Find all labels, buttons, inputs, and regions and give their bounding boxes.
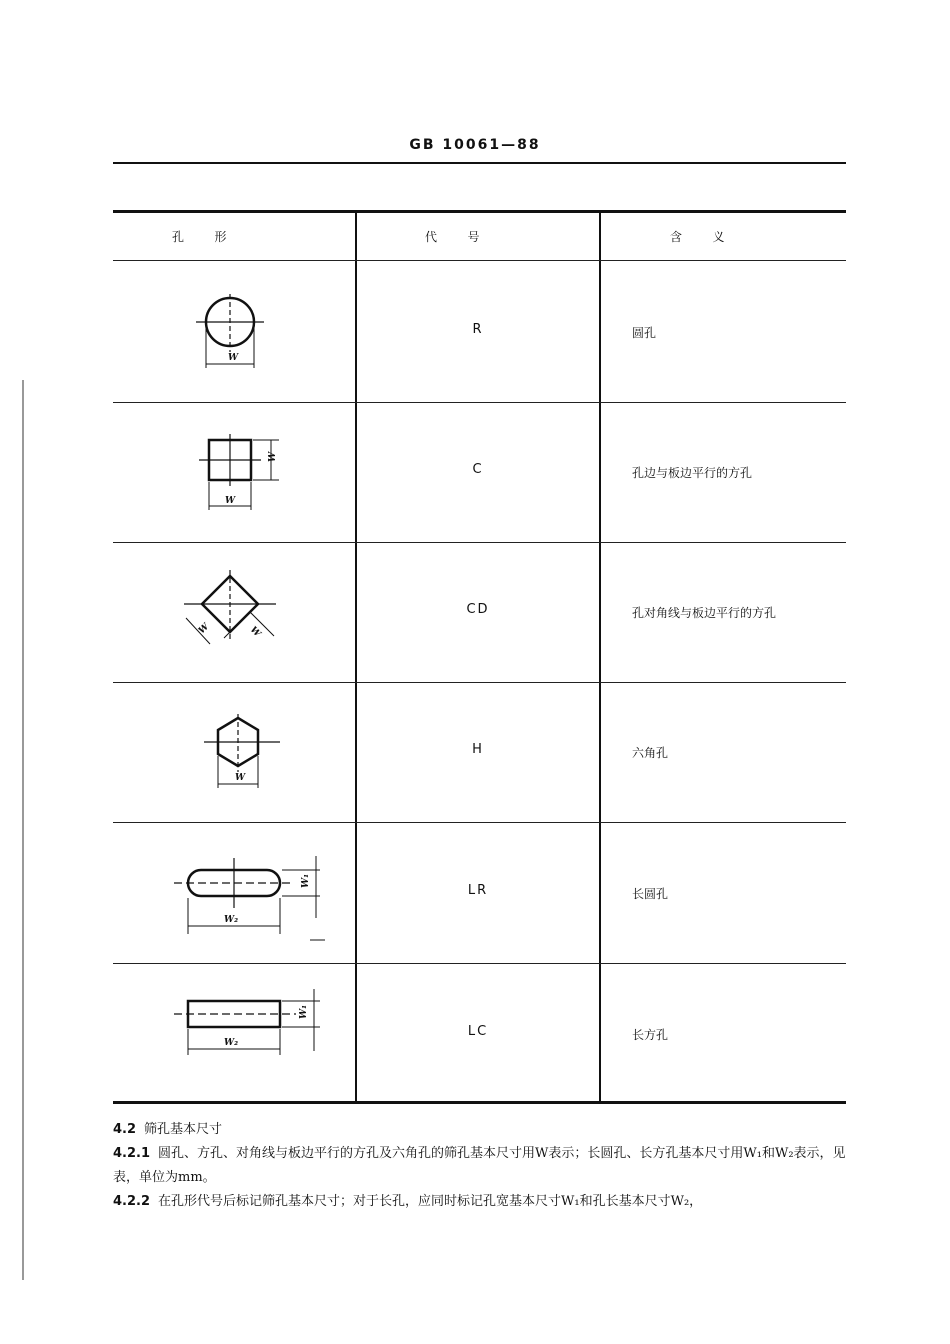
section-number: 4.2 [113,1122,137,1137]
section-number: 4.2.2 [113,1194,151,1209]
dimension-label-w: W [228,353,239,363]
row-divider [113,402,846,403]
section-heading: 筛孔基本尺寸 [144,1122,223,1137]
column-header-code: 代 号 [425,230,480,244]
paragraph-text: 圆孔、方孔、对角线与板边平行的方孔及六角孔的筛孔基本尺寸用W表示；长圆孔、长方孔基本尺寸用W₁和W₂表示，见表，单位为mm。 [113,1146,846,1185]
section-number: 4.2.1 [113,1146,151,1161]
round-hole-diagram [188,290,278,370]
table-row-meaning: 孔对角线与板边平行的方孔 [632,606,777,620]
table-top-rule [113,210,846,213]
section-4-2 [113,1118,848,1142]
table-row-meaning: 六角孔 [632,746,669,760]
table-row-meaning: 长方孔 [632,1028,669,1042]
column-divider-2 [599,212,601,1102]
square-hole-diagram [195,432,285,514]
dimension-label-w: W [235,773,246,783]
table-row-code: R [472,322,484,337]
dimension-label-w2: W₂ [224,1038,239,1048]
hexagonal-hole-diagram [200,712,290,792]
dimension-label-w1: W₁ [301,873,311,888]
column-header-meaning: 含 义 [670,230,725,244]
dimension-label-w2: W₂ [224,915,239,925]
row-divider [113,260,846,261]
row-divider [113,542,846,543]
table-row-meaning: 孔边与板边平行的方孔 [632,466,753,480]
table-row-meaning: 圆孔 [632,326,657,340]
dimension-label-w: W [197,621,212,637]
table-row-code: C [472,462,484,477]
paragraph-text: 在孔形代号后标记筛孔基本尺寸；对于长孔，应同时标记孔宽基本尺寸W₁和孔长基本尺寸W₂， [158,1194,703,1209]
column-header-shape: 孔 形 [172,230,227,244]
table-row-code: H [472,742,484,757]
table-row-code: LR [467,883,489,898]
dimension-label-w1: W₁ [299,1004,309,1019]
long-square-hole-diagram [170,985,330,1065]
dimension-label-w: W [225,496,236,506]
row-divider [113,822,846,823]
header-rule [113,162,846,164]
row-divider [113,682,846,683]
table-row-meaning: 长圆孔 [632,887,669,901]
column-divider-1 [355,212,357,1102]
scan-edge-mark [22,380,24,1280]
document-number: GB 10061—88 [409,137,541,153]
table-row-code: CD [466,602,490,617]
row-divider [113,963,846,964]
table-bottom-rule [113,1101,846,1104]
dimension-label-w: W [268,451,278,462]
dimension-label-w: W [247,625,263,640]
long-round-hole-diagram [170,848,330,948]
diagonal-square-hole-diagram [180,570,280,648]
table-row-code: LC [467,1024,489,1039]
section-4-2-1 [113,1142,848,1190]
section-4-2-2 [113,1190,848,1214]
